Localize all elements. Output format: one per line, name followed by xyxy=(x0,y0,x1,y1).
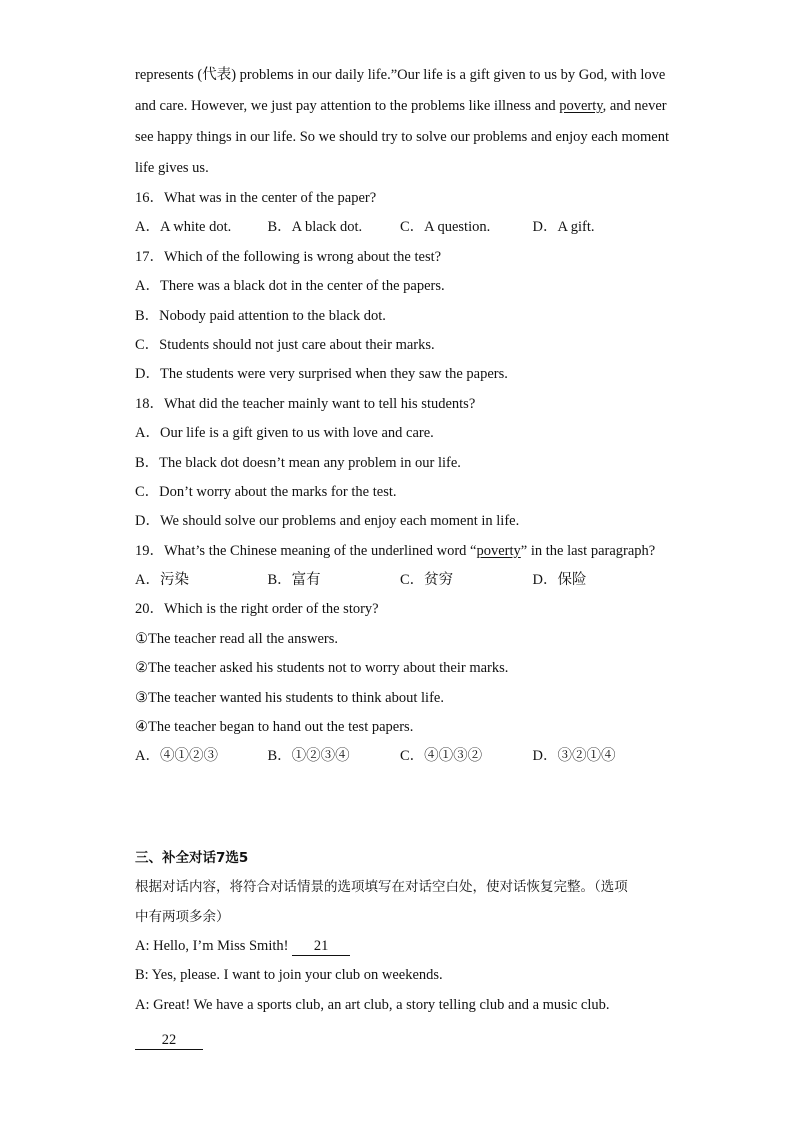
dialogue-line xyxy=(135,932,665,961)
passage-text: , and never xyxy=(602,98,667,114)
question-18 xyxy=(135,390,665,537)
answer-blank-22[interactable]: 22 xyxy=(135,1031,203,1050)
exam-page xyxy=(135,60,669,1056)
option-c: C．Don’t worry about the marks for the test. xyxy=(135,483,397,500)
option-a: A．污染 xyxy=(135,572,189,589)
dialogue-line xyxy=(135,1026,665,1055)
order-item: ②The teacher asked his students not to worry about their marks. xyxy=(135,660,509,677)
option-d: D．保险 xyxy=(532,572,587,589)
option-a: A．A white dot. xyxy=(135,219,232,236)
option-b: B．Nobody paid attention to the black dot. xyxy=(135,307,386,324)
question-16 xyxy=(135,184,665,243)
order-item: ①The teacher read all the answers. xyxy=(135,630,339,647)
passage-line xyxy=(135,91,665,122)
option-a: A．There was a black dot in the center of the papers. xyxy=(135,278,445,295)
stem-text: 19．What’s the Chinese meaning of the underlined word “ xyxy=(135,542,477,559)
order-item: ④The teacher began to hand out the test papers. xyxy=(135,719,414,736)
passage-text: and care. However, we just pay attention to the problems like illness and xyxy=(135,98,560,114)
option-d: D．③②①④ xyxy=(532,748,616,765)
option-c: C．贫穷 xyxy=(400,572,454,589)
question-19 xyxy=(135,537,665,596)
option-b: B．富有 xyxy=(267,572,321,589)
answer-blank-21[interactable]: 21 xyxy=(292,937,350,956)
question-stem xyxy=(135,537,665,566)
passage-line: life gives us. xyxy=(135,160,209,176)
question-stem: 17．Which of the following is wrong about the test? xyxy=(135,248,442,265)
section-instructions: 中有两项多余） xyxy=(135,908,230,925)
option-d: D．We should solve our problems and enjoy each moment in life. xyxy=(135,513,520,530)
question-stem: 20．Which is the right order of the story? xyxy=(135,601,379,618)
options-row xyxy=(135,213,665,242)
options-row xyxy=(135,566,665,595)
passage-line: represents (代表) problems in our daily life.”Our life is a gift given to us by God, with love xyxy=(135,67,666,83)
option-b: B．The black dot doesn’t mean any problem in our life. xyxy=(135,454,461,471)
option-b: B．①②③④ xyxy=(267,748,350,765)
dialogue-text: A: Hello, I’m Miss Smith! xyxy=(135,937,293,954)
option-c: C．Students should not just care about their marks. xyxy=(135,336,435,353)
section-instructions: 根据对话内容，将符合对话情景的选项填写在对话空白处，使对话恢复完整。（选项 xyxy=(135,879,628,896)
reading-passage xyxy=(135,60,669,184)
question-20 xyxy=(135,595,665,771)
underlined-word: poverty xyxy=(559,98,603,114)
question-17 xyxy=(135,243,665,390)
option-b: B．A black dot. xyxy=(267,219,363,236)
option-d: D．A gift. xyxy=(532,219,595,236)
section-gap xyxy=(135,772,665,844)
option-a: A．Our life is a gift given to us with love and care. xyxy=(135,425,434,442)
question-stem: 16．What was in the center of the paper? xyxy=(135,190,377,206)
option-d: D．The students were very surprised when they saw the papers. xyxy=(135,366,508,383)
order-item: ③The teacher wanted his students to think about life. xyxy=(135,689,444,706)
options-row xyxy=(135,742,665,771)
stem-text: ” in the last paragraph? xyxy=(520,542,656,559)
question-stem: 18．What did the teacher mainly want to tell his students? xyxy=(135,395,476,412)
underlined-word: poverty xyxy=(476,542,521,559)
option-c: C．④①③② xyxy=(400,748,483,765)
option-a: A．④①②③ xyxy=(135,748,218,765)
dialogue-line: B: Yes, please. I want to join your club on weekends. xyxy=(135,967,443,984)
dialogue-line: A: Great! We have a sports club, an art club, a story telling club and a music club. xyxy=(135,996,610,1013)
section-3 xyxy=(135,844,665,1056)
option-c: C．A question. xyxy=(400,219,491,236)
passage-line: see happy things in our life. So we should try to solve our problems and enjoy each moment xyxy=(135,129,669,145)
section-title: 三、补全对话7选5 xyxy=(135,849,249,866)
